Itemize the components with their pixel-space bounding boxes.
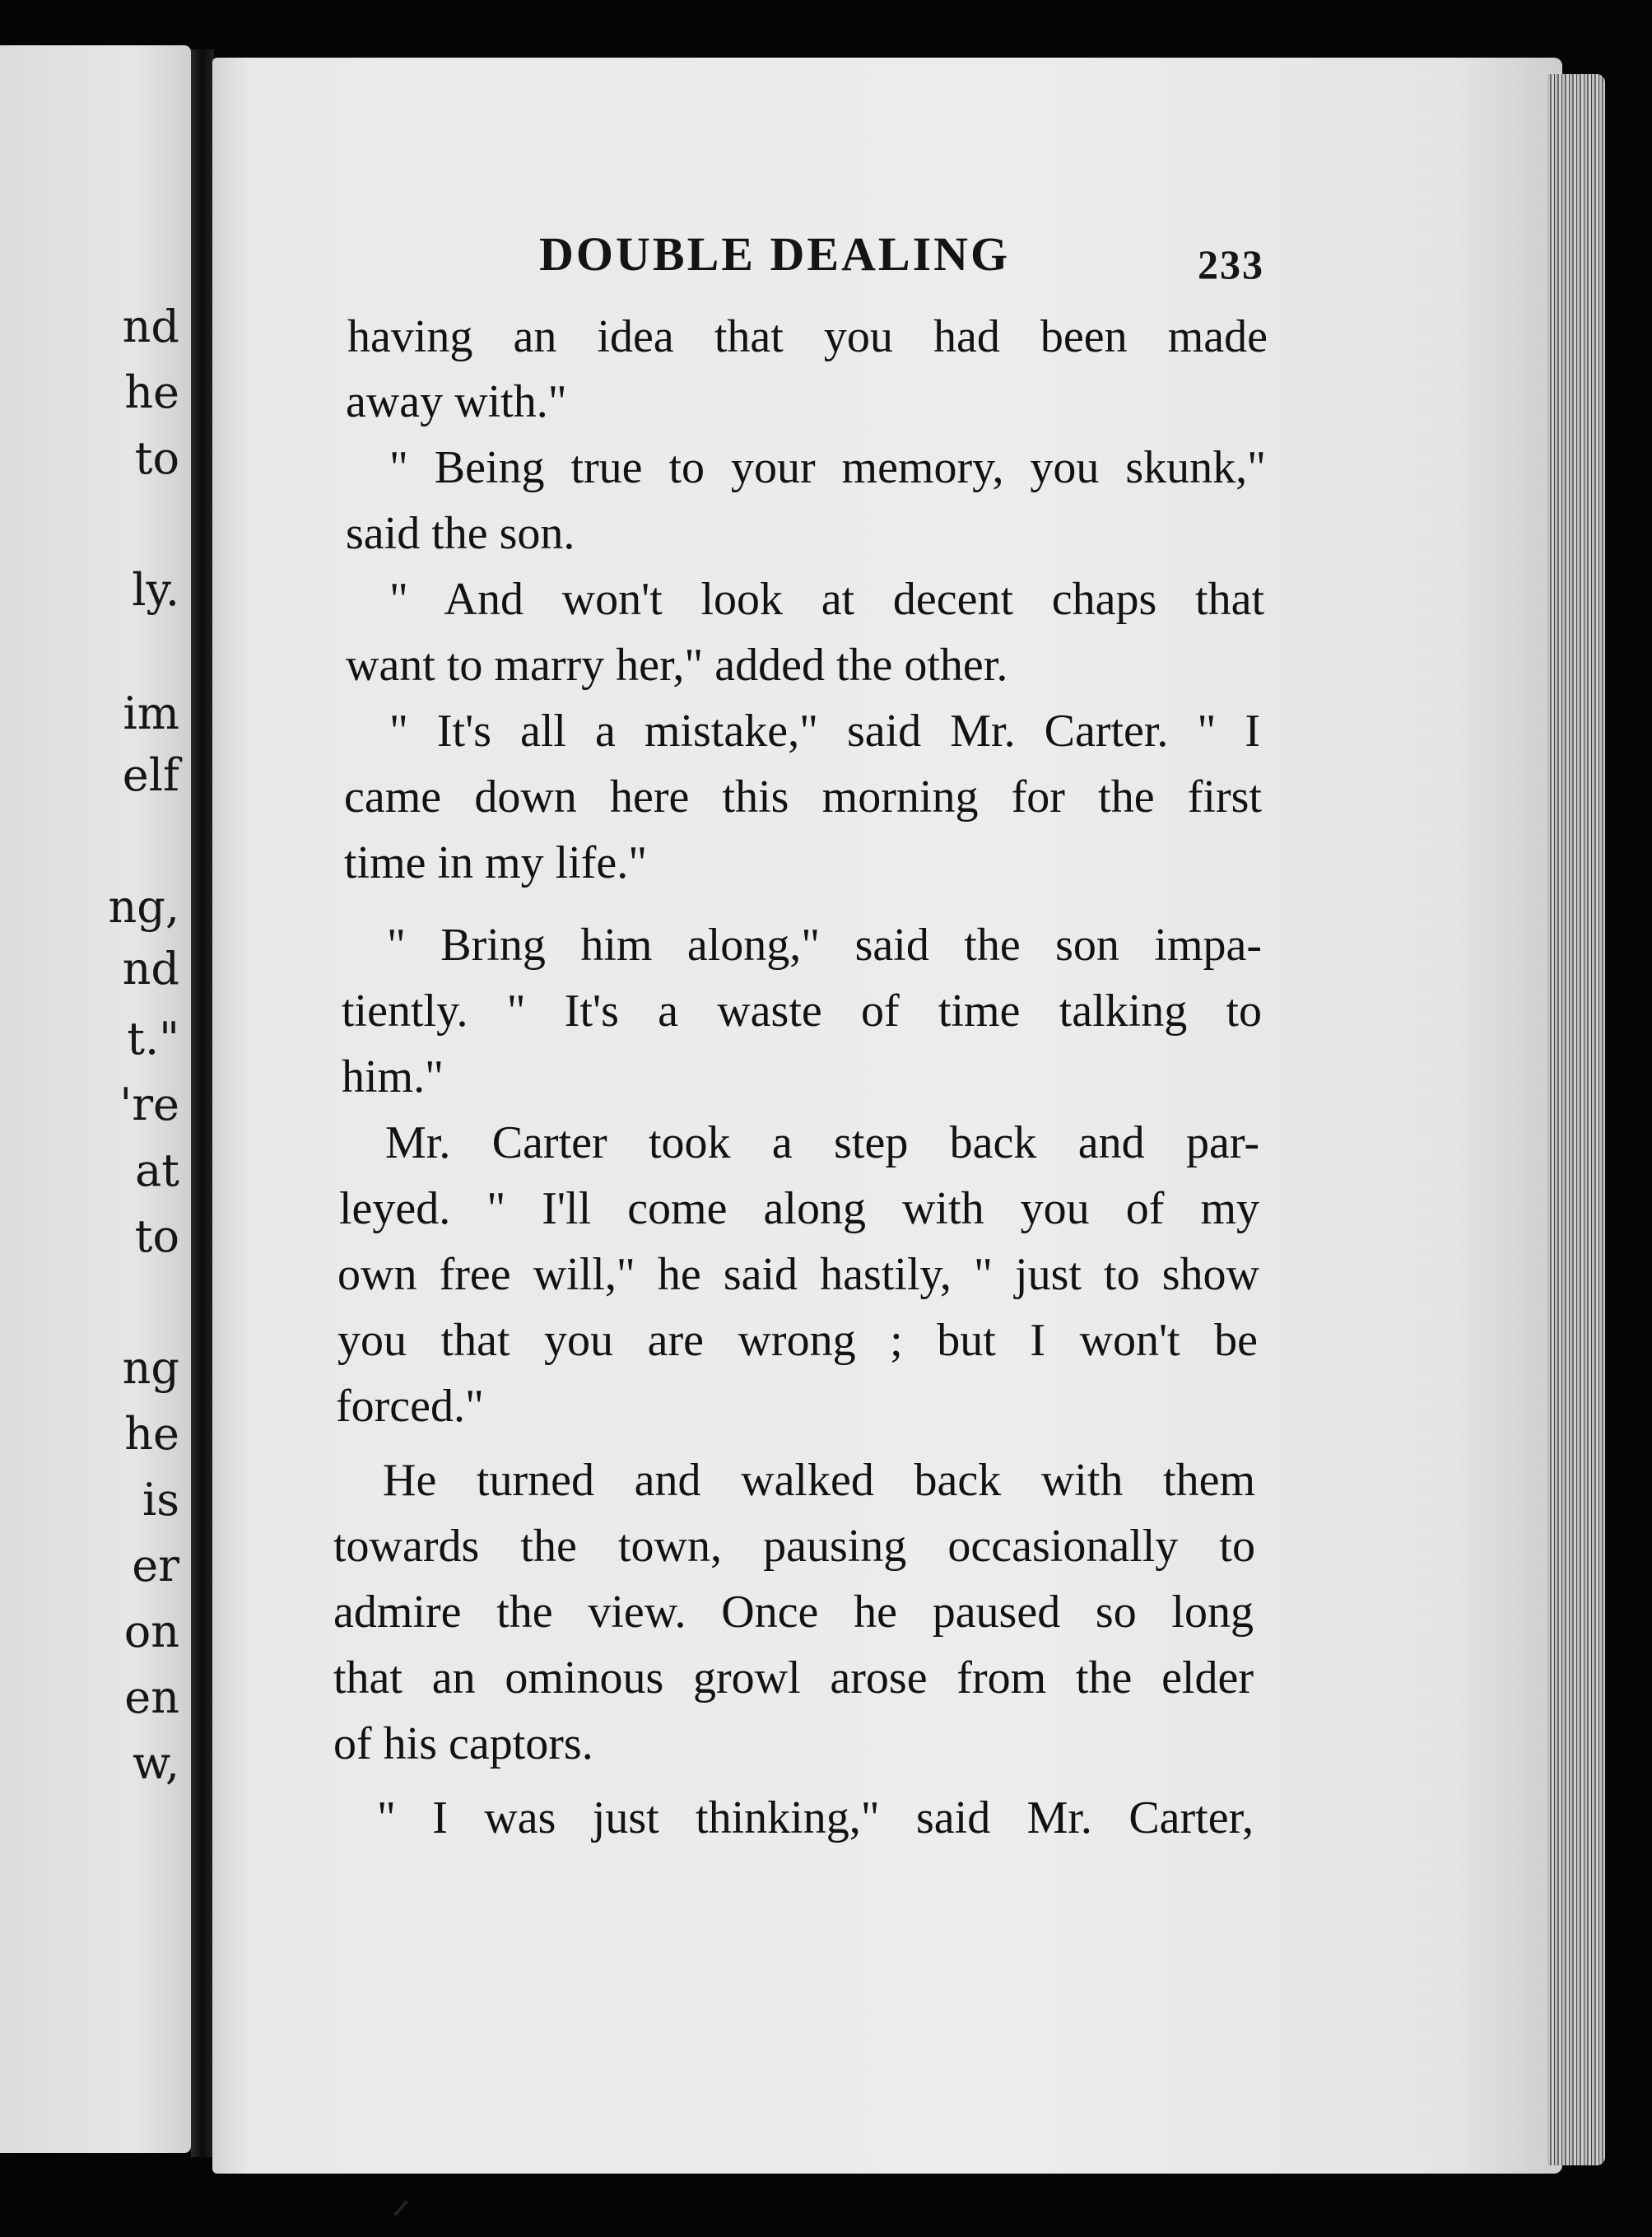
left-page-fragment: t.": [127, 1013, 179, 1065]
text-line: forced.": [336, 1381, 484, 1432]
left-page-fragment: ng: [122, 1342, 179, 1394]
left-page-fragment: to: [134, 432, 179, 484]
text-line: you that you are wrong ; but I won't be: [337, 1315, 1258, 1366]
running-head: DOUBLE DEALING: [539, 227, 1011, 281]
book-gutter: [191, 49, 214, 2157]
text-line: towards the town, pausing occasionally to: [333, 1521, 1255, 1572]
text-line: him.": [342, 1051, 444, 1102]
text-line: " It's all a mistake," said Mr. Carter. " I: [389, 706, 1260, 757]
text-line: " Bring him along," said the son impa-: [387, 920, 1262, 971]
left-page-fragment: he: [124, 1408, 179, 1460]
text-line: Mr. Carter took a step back and par-: [385, 1117, 1259, 1168]
text-line: " Being true to your memory, you skunk,": [389, 442, 1266, 493]
text-line: said the son.: [346, 508, 575, 559]
text-line: away with.": [346, 376, 567, 427]
left-page-fragment: er: [132, 1540, 179, 1592]
left-page-fragment: en: [124, 1671, 179, 1723]
text-line: leyed. " I'll come along with you of my: [339, 1183, 1259, 1234]
text-line: having an idea that you had been made: [347, 311, 1268, 362]
left-page-fragment: ng,: [108, 881, 179, 933]
text-line: came down here this morning for the first: [344, 771, 1262, 823]
text-line: admire the view. Once he paused so long: [333, 1587, 1254, 1638]
text-line: tiently. " It's a waste of time talking to: [342, 986, 1262, 1037]
left-page-fragment: 're: [119, 1079, 179, 1130]
left-page-fragment: he: [124, 366, 179, 418]
left-page-fragment: nd: [122, 943, 179, 995]
text-line: own free will," he said hastily, " just to show: [337, 1249, 1259, 1300]
left-page-fragment: w,: [133, 1737, 179, 1789]
page-number: 233: [1198, 241, 1264, 287]
left-page-fragment: nd: [122, 301, 179, 352]
left-facing-page: [0, 45, 191, 2153]
left-page-fragment: im: [123, 687, 179, 739]
left-page-fragment: is: [142, 1474, 179, 1526]
left-page-fragment: on: [123, 1606, 179, 1657]
text-line: of his captors.: [333, 1718, 593, 1769]
text-line: " And won't look at decent chaps that: [389, 574, 1264, 625]
text-line: " I was just thinking," said Mr. Carter,: [377, 1792, 1254, 1843]
scan-speck: [393, 2200, 407, 2216]
text-line: that an ominous growl arose from the elder: [333, 1652, 1254, 1703]
text-line: He turned and walked back with them: [383, 1455, 1255, 1506]
left-page-fragment: elf: [122, 749, 179, 801]
left-page-fragment: ly.: [132, 564, 179, 616]
text-line: want to marry her," added the other.: [346, 640, 1008, 691]
left-page-fragment: at: [135, 1144, 179, 1196]
text-line: time in my life.": [344, 837, 648, 888]
left-page-fragment: to: [134, 1210, 179, 1262]
